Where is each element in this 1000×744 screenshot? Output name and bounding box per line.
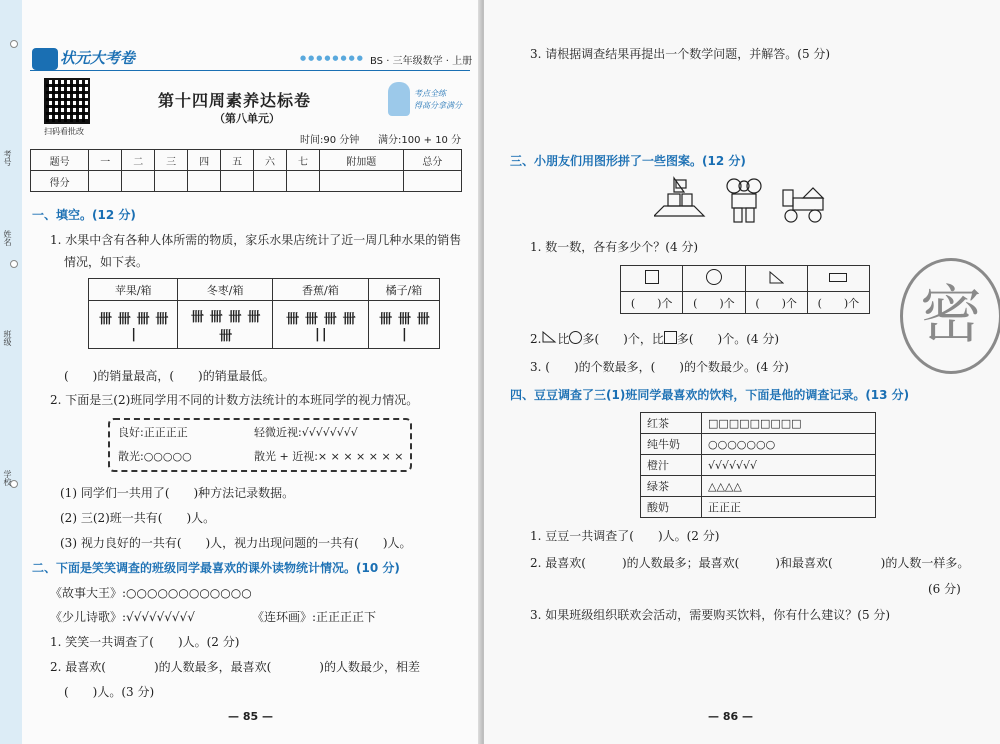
- qr-caption: 扫码看批改: [44, 127, 84, 136]
- s3-q2-text: 多( )个。(4 分): [676, 332, 780, 346]
- fruit-sales-table: [88, 278, 440, 349]
- s1-q1-line1: 1. 水果中含有各种人体所需的物质，家乐水果店统计了近一周几种水果的销售: [50, 233, 462, 247]
- fruit-header-apple: 苹果/箱: [89, 279, 178, 301]
- score-cell[interactable]: [254, 171, 287, 192]
- s3-q2-text: 比: [651, 332, 664, 346]
- margin-label-name: 姓名: [3, 230, 12, 246]
- fruit-header-orange: 橘子/箱: [368, 279, 439, 301]
- vision-both: 散光 + 近视:× × × × × × ×: [254, 450, 404, 463]
- fruit-tally-apple: 卌 卌 卌 卌 |: [98, 311, 168, 342]
- s4-q2-score: (6 分): [928, 582, 961, 596]
- margin-label-school: 学校: [3, 470, 12, 486]
- circle-icon: [683, 266, 745, 292]
- square-icon: [664, 331, 677, 344]
- header-rule: [30, 70, 470, 71]
- drink-row: [641, 434, 876, 455]
- vision-good: 良好:正正正正: [118, 426, 188, 439]
- vision-mild-myopia: 轻微近视:√√√√√√√√: [254, 426, 358, 439]
- drink-row: [641, 413, 876, 434]
- drink-row: [641, 476, 876, 497]
- qr-code[interactable]: [44, 78, 90, 124]
- score-header-cell: 六: [254, 150, 287, 171]
- drink-name: 绿茶: [641, 476, 702, 497]
- margin-label-exam-no: 考号: [3, 150, 12, 166]
- drink-name: 酸奶: [641, 497, 702, 518]
- binding-margin: [0, 0, 22, 744]
- rectangle-icon: [807, 266, 869, 292]
- paper-title: 第十四周素养达标卷: [158, 91, 312, 110]
- score-cell[interactable]: [287, 171, 320, 192]
- page-number-right: — 86 —: [708, 710, 753, 723]
- mascot-icon: [388, 82, 410, 116]
- s2-poetry-line: 《少儿诗歌》:√√√√√√√√√: [50, 610, 195, 624]
- score-header-cell: 附加题: [319, 150, 403, 171]
- section-4-heading: 四、豆豆调查了三(1)班同学最喜欢的饮料，下面是他的调查记录。(13 分): [510, 388, 910, 402]
- series-label: BS · 三年级数学 · 上册: [370, 56, 473, 67]
- hole-marker: [10, 40, 18, 48]
- s3-q2[interactable]: [530, 330, 779, 347]
- drink-name: 红茶: [641, 413, 702, 434]
- score-header-cell: 二: [122, 150, 155, 171]
- s1-q1-line2: 情况，如下表。: [64, 255, 149, 269]
- margin-label-class: 班级: [3, 330, 12, 346]
- paper-subtitle: （第八单元）: [214, 112, 280, 125]
- hole-marker: [10, 260, 18, 268]
- s1-q2-sub3[interactable]: (3) 视力良好的一共有( )人，视力出现问题的一共有( )人。: [60, 536, 412, 550]
- page-number-left: — 85 —: [228, 710, 273, 723]
- triangle-icon: [541, 331, 557, 343]
- s3-q1: 1. 数一数，各有多少个？(4 分): [530, 240, 699, 254]
- drink-row: [641, 455, 876, 476]
- drink-name: 纯牛奶: [641, 434, 702, 455]
- mascot-slogan-1: 考点全练: [414, 89, 446, 98]
- full-score: 满分:100 + 10 分: [378, 135, 462, 146]
- s2-q2-cont[interactable]: ( )人。(3 分): [64, 685, 155, 699]
- drink-survey-table: [640, 412, 876, 518]
- s2-story-line: 《故事大王》:○○○○○○○○○○○○: [50, 586, 252, 600]
- s2-q1[interactable]: 1. 笑笑一共调查了( )人。(2 分): [50, 635, 240, 649]
- score-cell[interactable]: [122, 171, 155, 192]
- score-cell[interactable]: [319, 171, 403, 192]
- exam-time: 时间:90 分钟: [300, 135, 360, 146]
- s4-q3[interactable]: 3. 如果班级组织联欢会活动，需要购买饮料，你有什么建议？(5 分): [530, 608, 891, 622]
- rectangle-count-blank[interactable]: ( )个: [807, 292, 869, 314]
- s3-q2-number: 2.: [530, 332, 542, 346]
- s4-q2[interactable]: 2. 最喜欢( )的人数最多；最喜欢( )和最喜欢( )的人数一样多。: [530, 556, 970, 570]
- section-1-heading: 一、填空。(12 分): [32, 208, 136, 222]
- vision-astigmatism: 散光:○○○○○: [118, 450, 192, 463]
- pattern-robot: [727, 179, 761, 222]
- triangle-count-blank[interactable]: ( )个: [745, 292, 807, 314]
- mascot-slogan-2: 得高分拿满分: [414, 101, 462, 110]
- drink-tally: √√√√√√√: [702, 455, 876, 476]
- score-row-label: 得分: [31, 171, 89, 192]
- pattern-car: [783, 188, 823, 222]
- brand-name: 状元大考卷: [60, 49, 136, 67]
- s1-q2-line: 2. 下面是三(2)班同学用不同的计数方法统计的本班同学的视力情况。: [50, 393, 419, 407]
- score-header-cell: 总分: [403, 150, 461, 171]
- score-header-cell: 七: [287, 150, 320, 171]
- s4-q1[interactable]: 1. 豆豆一共调查了( )人。(2 分): [530, 529, 720, 543]
- drink-tally: 正正正: [702, 497, 876, 518]
- score-cell[interactable]: [89, 171, 122, 192]
- score-table-row[interactable]: [31, 171, 462, 192]
- shape-count-table: [620, 265, 870, 314]
- drink-row: [641, 497, 876, 518]
- header-dots: ●●●●●●●●: [300, 54, 365, 62]
- s3-q2-text: 多( )个，: [582, 332, 652, 346]
- s3-q2-text: 比: [557, 332, 570, 346]
- score-header-cell: 三: [155, 150, 188, 171]
- s1-q2-sub1[interactable]: (1) 同学们一共用了( )种方法记录数据。: [60, 486, 295, 500]
- confidential-stamp: 密: [900, 258, 1000, 374]
- fruit-header-banana: 香蕉/箱: [272, 279, 368, 301]
- score-header-cell: 题号: [31, 150, 89, 171]
- score-cell[interactable]: [155, 171, 188, 192]
- shape-patterns: [654, 176, 834, 226]
- s2-q2[interactable]: 2. 最喜欢( )的人数最多，最喜欢( )的人数最少，相差: [50, 660, 420, 674]
- fruit-tally-banana: 卌 卌 卌 卌 ||: [286, 311, 355, 342]
- fruit-header-jujube: 冬枣/箱: [178, 279, 272, 301]
- drink-tally: □□□□□□□□□: [702, 413, 876, 434]
- circle-icon: [569, 331, 582, 344]
- drink-name: 橙汁: [641, 455, 702, 476]
- fruit-tally-jujube: 卌 卌 卌 卌 卌: [190, 309, 260, 344]
- score-cell[interactable]: [403, 171, 461, 192]
- drink-tally: ○○○○○○○: [702, 434, 876, 455]
- drink-tally: △△△△: [702, 476, 876, 497]
- square-icon: [621, 266, 683, 292]
- score-header-cell: 一: [89, 150, 122, 171]
- s1-q2-sub2[interactable]: (2) 三(2)班一共有( )人。: [60, 511, 216, 525]
- score-header-cell: 五: [221, 150, 254, 171]
- square-count-blank[interactable]: ( )个: [621, 292, 683, 314]
- fruit-tally-orange: 卌 卌 卌 |: [379, 311, 429, 342]
- score-cell[interactable]: [188, 171, 221, 192]
- pattern-boat: [654, 178, 704, 216]
- s1-q1-answer[interactable]: ( )的销量最高，( )的销量最低。: [64, 369, 275, 383]
- score-header-cell: 四: [188, 150, 221, 171]
- s2-q3[interactable]: 3. 请根据调查结果再提出一个数学问题，并解答。(5 分): [530, 47, 831, 61]
- section-2-heading: 二、下面是笑笑调查的班级同学最喜欢的课外读物统计情况。(10 分): [32, 561, 400, 575]
- score-cell[interactable]: [221, 171, 254, 192]
- score-table: [30, 149, 462, 192]
- brand-logo-icon: [32, 48, 58, 70]
- s2-comics-line: 《连环画》:正正正正下: [252, 610, 377, 624]
- s3-q3[interactable]: 3. ( )的个数最多，( )的个数最少。(4 分): [530, 360, 789, 374]
- score-table-header: [31, 150, 462, 171]
- left-page: [0, 0, 482, 744]
- triangle-icon: [745, 266, 807, 292]
- circle-count-blank[interactable]: ( )个: [683, 292, 745, 314]
- right-page: [484, 0, 1000, 744]
- section-3-heading: 三、小朋友们用图形拼了一些图案。(12 分): [510, 154, 746, 168]
